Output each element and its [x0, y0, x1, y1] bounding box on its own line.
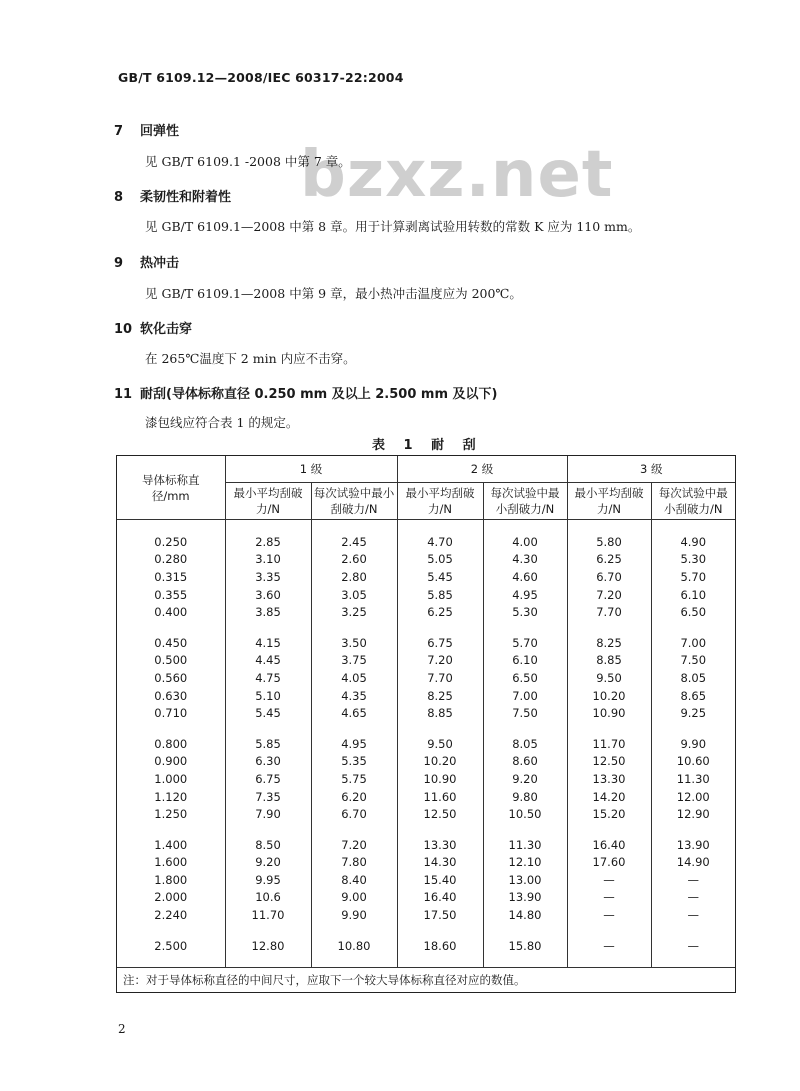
cell-value: 5.70 [651, 568, 735, 586]
cell-value: 9.80 [483, 788, 567, 806]
cell-value: — [651, 906, 735, 924]
cell-value: 5.30 [651, 551, 735, 569]
page-number: 2 [118, 1022, 126, 1036]
section-11-heading: 11 耐刮(导体标称直径 0.250 mm 及以上 2.500 mm 及以下) [114, 387, 498, 402]
cell-value: 2.85 [225, 533, 311, 551]
cell-value: 14.20 [567, 788, 651, 806]
cell-value: 11.30 [651, 770, 735, 788]
cell-value: 6.70 [567, 568, 651, 586]
table-row [117, 652, 735, 670]
cell-value: 11.70 [567, 735, 651, 753]
cell-value: 4.95 [311, 735, 397, 753]
cell-value: 7.00 [651, 634, 735, 652]
cell-value: 7.35 [225, 788, 311, 806]
cell-value: 6.50 [483, 669, 567, 687]
table-row [117, 836, 735, 854]
cell-value: 8.65 [651, 687, 735, 705]
cell-value: 17.50 [397, 906, 483, 924]
cell-value: 12.50 [567, 753, 651, 771]
cell-value: 4.30 [483, 551, 567, 569]
cell-diameter: 1.120 [154, 789, 188, 804]
table-row [117, 634, 735, 652]
cell-value: 7.80 [311, 854, 397, 872]
cell-value: 8.05 [651, 669, 735, 687]
cell-value: 10.60 [651, 753, 735, 771]
cell-value: 10.90 [567, 704, 651, 722]
cell-diameter: 1.800 [154, 872, 188, 887]
cell-value: 9.50 [397, 735, 483, 753]
cell-value: 8.25 [397, 687, 483, 705]
cell-value: 4.00 [483, 533, 567, 551]
cell-value: 2.80 [311, 568, 397, 586]
cell-value: 8.85 [567, 652, 651, 670]
cell-diameter: 1.000 [154, 771, 188, 786]
cell-value: 6.10 [483, 652, 567, 670]
table-row [117, 735, 735, 753]
cell-diameter: 0.900 [154, 754, 188, 769]
cell-value: 9.90 [651, 735, 735, 753]
cell-value: 5.80 [567, 533, 651, 551]
cell-value: 10.50 [483, 805, 567, 823]
cell-value: 14.90 [651, 854, 735, 872]
header-min-each-test: 每次试验中最小刮破力/N [651, 483, 735, 520]
cell-value: — [651, 871, 735, 889]
cell-value: 6.75 [397, 634, 483, 652]
cell-value: 4.95 [483, 586, 567, 604]
cell-value: 7.70 [397, 669, 483, 687]
cell-value: 5.85 [397, 586, 483, 604]
cell-value: 12.80 [225, 937, 311, 955]
cell-value: — [651, 937, 735, 955]
cell-value: 5.45 [225, 704, 311, 722]
cell-value: 9.95 [225, 871, 311, 889]
cell-value: 6.20 [311, 788, 397, 806]
standard-header: GB/T 6109.12—2008/IEC 60317-22:2004 [118, 70, 404, 85]
cell-value: 9.00 [311, 889, 397, 907]
cell-value: 6.25 [567, 551, 651, 569]
section-10-heading: 10 软化击穿 [114, 322, 193, 337]
header-grade-3: 3 级 [567, 456, 735, 483]
cell-value: 5.85 [225, 735, 311, 753]
cell-value: 7.50 [651, 652, 735, 670]
section-11-text: 漆包线应符合表 1 的规定。 [145, 415, 299, 430]
cell-value: — [567, 906, 651, 924]
section-8-heading: 8 柔韧性和附着性 [114, 190, 232, 205]
cell-value: 11.60 [397, 788, 483, 806]
table-body [117, 520, 735, 968]
cell-value: 8.85 [397, 704, 483, 722]
header-min-average: 最小平均刮破力/N [567, 483, 651, 520]
cell-value: 8.50 [225, 836, 311, 854]
cell-value: 15.80 [483, 937, 567, 955]
header-min-average: 最小平均刮破力/N [225, 483, 311, 520]
cell-value: 13.90 [651, 836, 735, 854]
table-row [117, 788, 735, 806]
cell-value: 10.6 [225, 889, 311, 907]
table-note: 注：对于导体标称直径的中间尺寸，应取下一个较大导体标称直径对应的数值。 [117, 967, 735, 992]
section-8-text: 见 GB/T 6109.1—2008 中第 8 章。用于计算剥离试验用转数的常数 K 应为 110 mm。 [145, 219, 641, 234]
cell-value: 7.00 [483, 687, 567, 705]
cell-diameter: 1.250 [154, 807, 188, 822]
table-row [117, 805, 735, 823]
cell-value: 13.90 [483, 889, 567, 907]
cell-value: 4.35 [311, 687, 397, 705]
cell-value: 4.45 [225, 652, 311, 670]
header-grade-2: 2 级 [397, 456, 567, 483]
cell-diameter: 0.315 [154, 569, 188, 584]
cell-value: 4.65 [311, 704, 397, 722]
table-row [117, 533, 735, 551]
cell-value: 4.90 [651, 533, 735, 551]
cell-value: 4.75 [225, 669, 311, 687]
section-7-heading: 7 回弹性 [114, 124, 180, 139]
cell-value: 5.30 [483, 603, 567, 621]
cell-diameter: 0.560 [154, 670, 188, 685]
cell-value: 8.40 [311, 871, 397, 889]
scrape-resistance-table [116, 455, 736, 993]
cell-value: 10.20 [397, 753, 483, 771]
cell-diameter: 0.500 [154, 653, 188, 668]
cell-value: 2.60 [311, 551, 397, 569]
cell-value: 5.10 [225, 687, 311, 705]
cell-diameter: 2.000 [154, 890, 188, 905]
table-row [117, 937, 735, 955]
cell-value: 3.35 [225, 568, 311, 586]
header-min-each-test: 每次试验中最小刮破力/N [311, 483, 397, 520]
cell-value: 15.20 [567, 805, 651, 823]
cell-value: 6.75 [225, 770, 311, 788]
cell-diameter: 1.400 [154, 837, 188, 852]
header-min-each-test: 每次试验中最小刮破力/N [483, 483, 567, 520]
header-nominal-diameter: 导体标称直径/mm [117, 456, 225, 520]
cell-value: 3.85 [225, 603, 311, 621]
cell-value: 12.00 [651, 788, 735, 806]
cell-diameter: 0.250 [154, 534, 188, 549]
cell-value: 6.50 [651, 603, 735, 621]
cell-value: 5.70 [483, 634, 567, 652]
cell-value: 3.75 [311, 652, 397, 670]
cell-diameter: 0.800 [154, 736, 188, 751]
cell-value: 3.05 [311, 586, 397, 604]
cell-value: 3.60 [225, 586, 311, 604]
cell-value: 5.05 [397, 551, 483, 569]
cell-diameter: 0.630 [154, 688, 188, 703]
cell-value: 13.30 [567, 770, 651, 788]
cell-value: 10.80 [311, 937, 397, 955]
cell-value: 3.25 [311, 603, 397, 621]
cell-value: 4.15 [225, 634, 311, 652]
cell-value: 10.20 [567, 687, 651, 705]
cell-value: 18.60 [397, 937, 483, 955]
cell-diameter: 0.450 [154, 635, 188, 650]
cell-value: 6.25 [397, 603, 483, 621]
cell-value: 13.00 [483, 871, 567, 889]
cell-value: 5.45 [397, 568, 483, 586]
cell-value: 10.90 [397, 770, 483, 788]
cell-value: 8.25 [567, 634, 651, 652]
section-9-heading: 9 热冲击 [114, 256, 180, 271]
cell-value: 8.05 [483, 735, 567, 753]
cell-value: 5.75 [311, 770, 397, 788]
cell-value: 12.50 [397, 805, 483, 823]
cell-value: 8.60 [483, 753, 567, 771]
cell-value: 7.20 [397, 652, 483, 670]
cell-value: 11.70 [225, 906, 311, 924]
section-10-text: 在 265℃温度下 2 min 内应不击穿。 [145, 351, 356, 366]
table-row [117, 687, 735, 705]
section-9-text: 见 GB/T 6109.1—2008 中第 9 章，最小热冲击温度应为 200℃。 [145, 286, 522, 301]
table-row [117, 889, 735, 907]
cell-value: — [651, 889, 735, 907]
cell-value: 13.30 [397, 836, 483, 854]
table-row [117, 551, 735, 569]
cell-diameter: 0.400 [154, 605, 188, 620]
cell-value: 6.70 [311, 805, 397, 823]
cell-value: 16.40 [397, 889, 483, 907]
section-7-text: 见 GB/T 6109.1 -2008 中第 7 章。 [145, 154, 351, 169]
cell-value: 2.45 [311, 533, 397, 551]
cell-value: 7.20 [311, 836, 397, 854]
cell-value: 15.40 [397, 871, 483, 889]
table-row [117, 704, 735, 722]
cell-value: 9.20 [483, 770, 567, 788]
cell-value: 12.10 [483, 854, 567, 872]
cell-diameter: 2.240 [154, 908, 188, 923]
cell-value: 4.70 [397, 533, 483, 551]
cell-value: 6.10 [651, 586, 735, 604]
watermark: bzxz.net [300, 138, 614, 212]
table-row [117, 854, 735, 872]
cell-value: 16.40 [567, 836, 651, 854]
cell-value: — [567, 871, 651, 889]
cell-value: 6.30 [225, 753, 311, 771]
table-row [117, 568, 735, 586]
table-caption: 表 1 耐 刮 [372, 438, 476, 453]
cell-value: 4.05 [311, 669, 397, 687]
table-row [117, 871, 735, 889]
cell-value: 4.60 [483, 568, 567, 586]
cell-value: 9.90 [311, 906, 397, 924]
cell-value: 3.10 [225, 551, 311, 569]
cell-value: 11.30 [483, 836, 567, 854]
cell-value: 14.80 [483, 906, 567, 924]
cell-diameter: 0.280 [154, 552, 188, 567]
cell-diameter: 2.500 [154, 938, 188, 953]
table-row [117, 586, 735, 604]
cell-value: 12.90 [651, 805, 735, 823]
table-row [117, 770, 735, 788]
header-grade-1: 1 级 [225, 456, 397, 483]
cell-diameter: 1.600 [154, 855, 188, 870]
cell-value: 5.35 [311, 753, 397, 771]
table-row [117, 669, 735, 687]
cell-value: 9.50 [567, 669, 651, 687]
cell-value: 7.70 [567, 603, 651, 621]
cell-value: 3.50 [311, 634, 397, 652]
cell-value: — [567, 937, 651, 955]
cell-value: 17.60 [567, 854, 651, 872]
cell-value: 9.25 [651, 704, 735, 722]
cell-value: 7.90 [225, 805, 311, 823]
header-min-average: 最小平均刮破力/N [397, 483, 483, 520]
cell-value: 14.30 [397, 854, 483, 872]
table-row [117, 603, 735, 621]
cell-value: 9.20 [225, 854, 311, 872]
table-row [117, 906, 735, 924]
table-row [117, 753, 735, 771]
cell-value: 7.50 [483, 704, 567, 722]
cell-diameter: 0.355 [154, 587, 188, 602]
cell-value: 7.20 [567, 586, 651, 604]
cell-value: — [567, 889, 651, 907]
cell-diameter: 0.710 [154, 706, 188, 721]
